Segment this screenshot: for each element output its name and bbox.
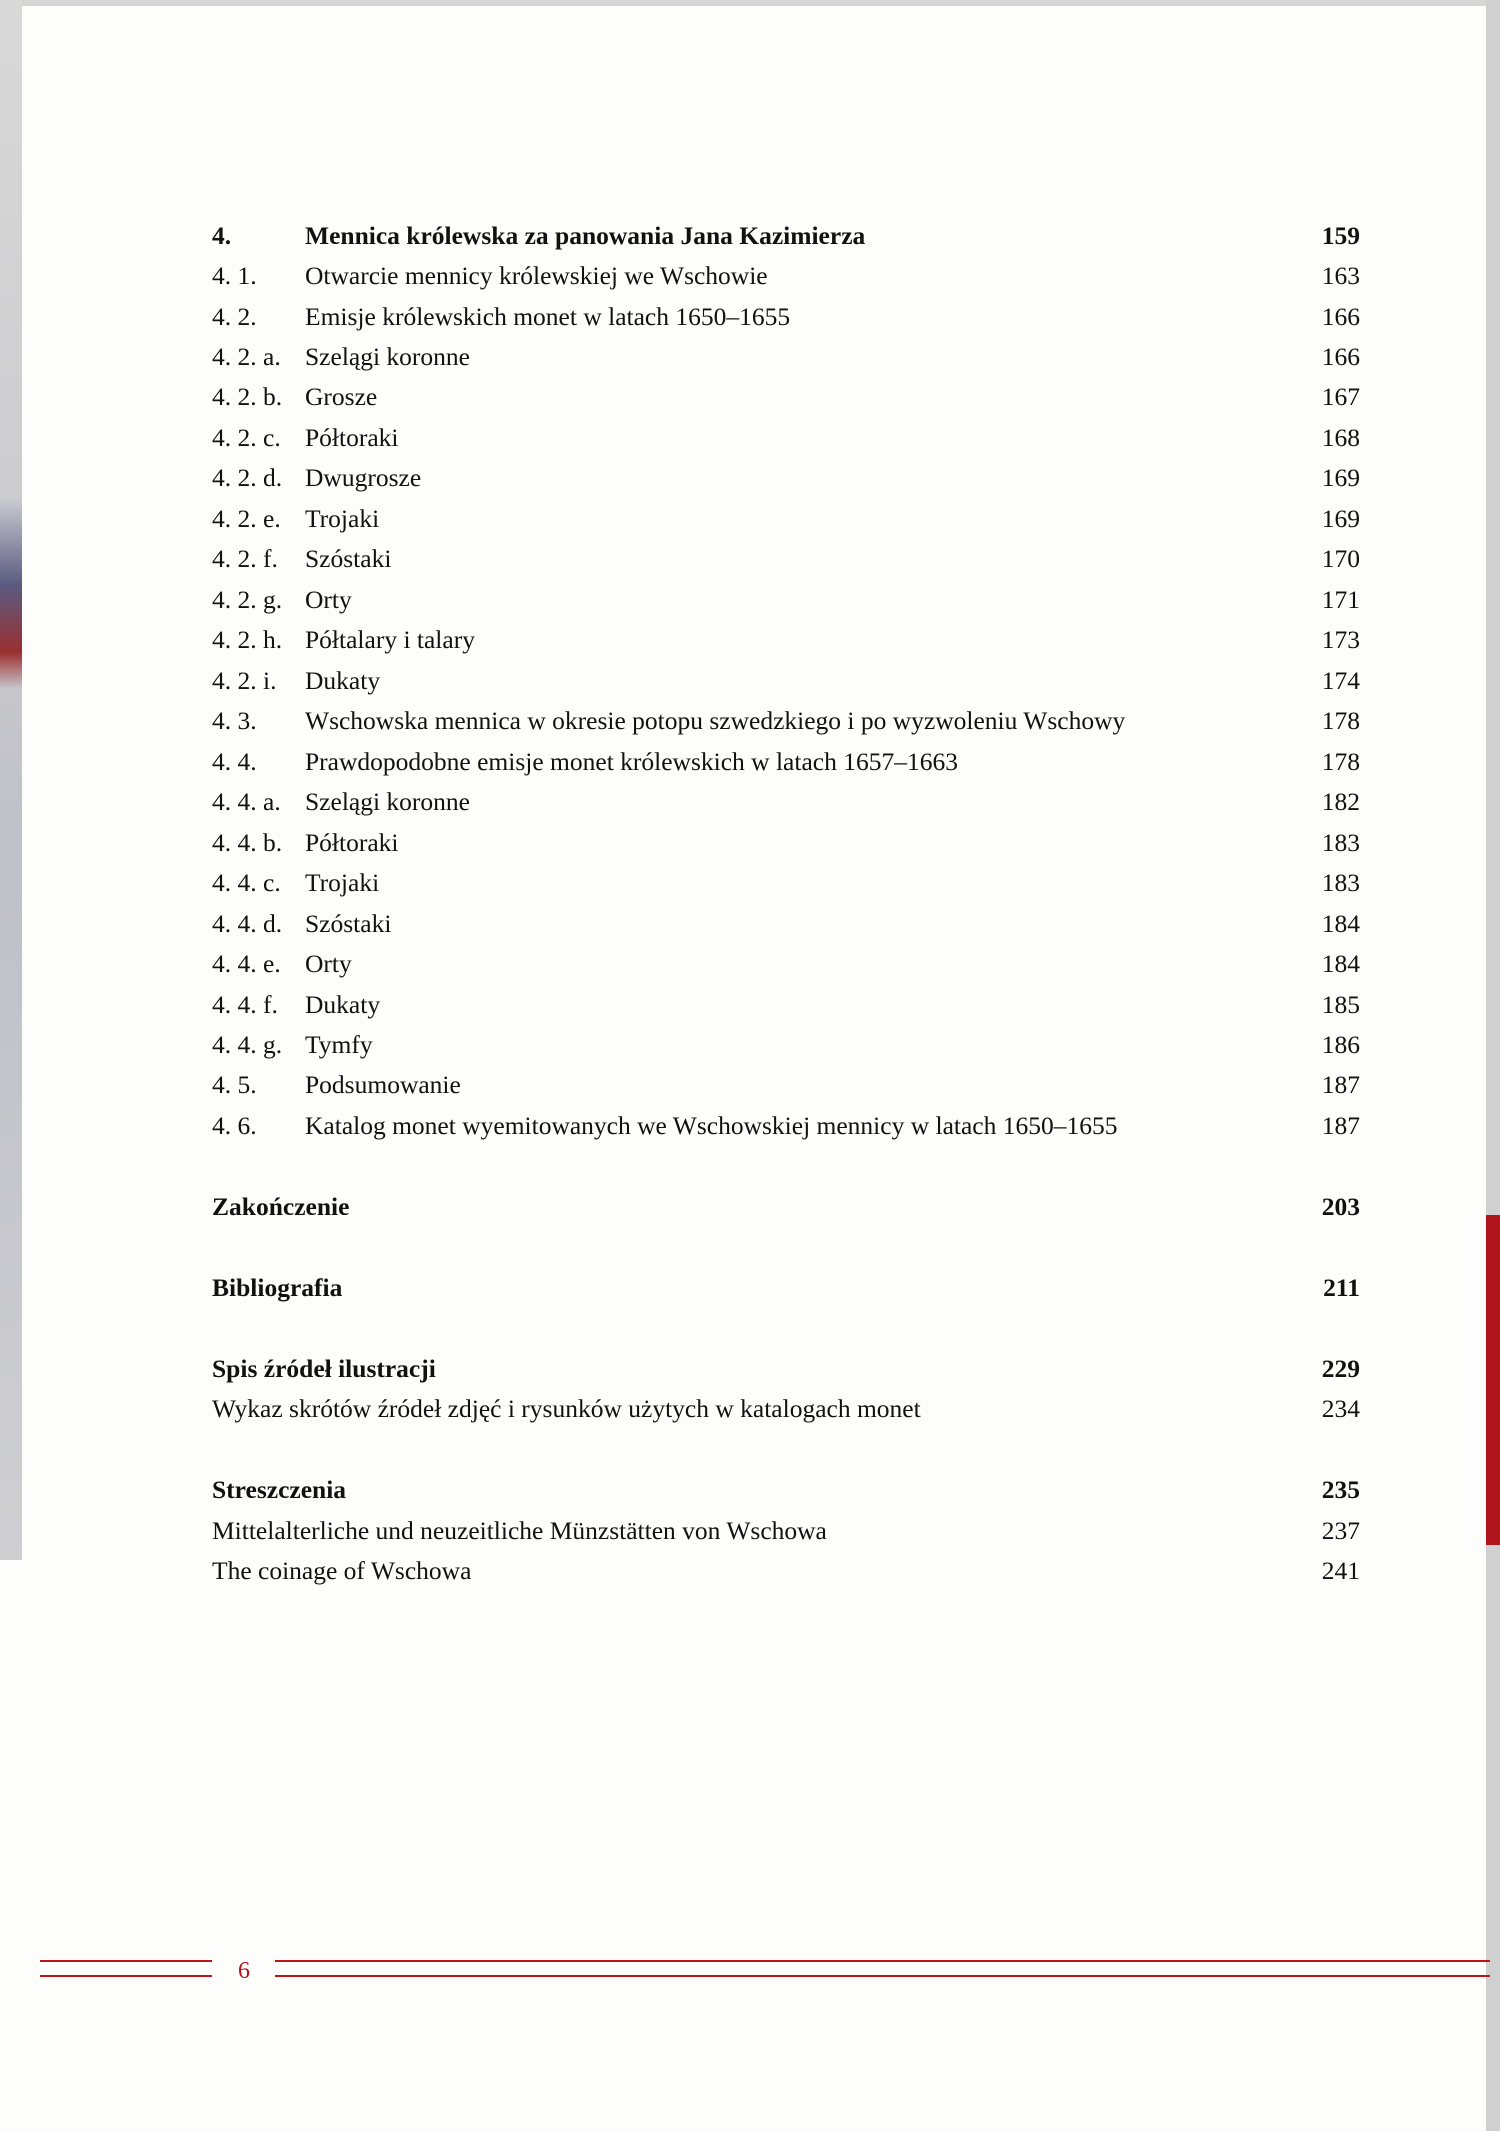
toc-entry-title: Półtoraki <box>305 423 399 452</box>
toc-entry-number: 4. 4. <box>212 747 257 776</box>
scan-edge-right <box>1486 0 1500 2131</box>
toc-entry-title: Streszczenia <box>212 1475 347 1504</box>
toc-entry <box>212 1389 1360 1429</box>
toc-entry <box>212 944 1360 984</box>
toc-entry-number: 4. 3. <box>212 706 257 735</box>
toc-entry-title: Grosze <box>305 382 378 411</box>
toc-entry-title: Dwugrosze <box>305 463 422 492</box>
toc-entry-number: 4. 2. b. <box>212 382 283 411</box>
footer-rule-right <box>275 1960 1490 1962</box>
toc-entry <box>212 337 1360 377</box>
toc-entry-title: Orty <box>305 949 352 978</box>
toc-entry <box>212 782 1360 822</box>
toc-entry <box>212 1470 1360 1510</box>
scan-edge-left <box>0 0 22 1560</box>
toc-entry-title: The coinage of Wschowa <box>212 1556 472 1585</box>
toc-entry-title: Dukaty <box>305 666 381 695</box>
toc-entry-number: 4. 2. i. <box>212 666 277 695</box>
toc-entry <box>212 701 1360 741</box>
toc-entry-number: 4. 2. g. <box>212 585 283 614</box>
toc-entry <box>212 580 1360 620</box>
toc-entry-number: 4. 4. f. <box>212 990 278 1019</box>
toc-entry <box>212 499 1360 539</box>
toc-entry-number: 4. 4. e. <box>212 949 281 978</box>
toc-entry-title: Szóstaki <box>305 909 392 938</box>
toc-entry <box>212 216 1360 256</box>
toc-entry-page: 185 <box>1321 990 1360 1019</box>
scan-edge-red-band <box>1486 1215 1500 1545</box>
toc-entry-page: 166 <box>1321 302 1360 331</box>
toc-entry-page: 174 <box>1321 666 1360 695</box>
toc-entry-title: Otwarcie mennicy królewskiej we Wschowie <box>305 261 768 290</box>
footer-rule-left <box>40 1960 212 1962</box>
toc-entry-number: 4. 2. <box>212 302 257 331</box>
toc-entry-number: 4. 4. a. <box>212 787 281 816</box>
toc-entry-number: 4. 2. e. <box>212 504 281 533</box>
toc-entry-title: Mennica królewska za panowania Jana Kazimierza <box>305 221 866 250</box>
footer-rule-right-lower <box>275 1975 1490 1977</box>
toc-entry-page: 229 <box>1321 1354 1360 1383</box>
toc-entry <box>212 620 1360 660</box>
toc-entry-number: 4. 4. g. <box>212 1030 283 1059</box>
toc-entry-title: Spis źródeł ilustracji <box>212 1354 436 1383</box>
toc-entry <box>212 1349 1360 1389</box>
toc-entry-number: 4. 2. d. <box>212 463 283 492</box>
toc-entry <box>212 985 1360 1025</box>
toc-entry-page: 203 <box>1321 1192 1360 1221</box>
toc-entry <box>212 418 1360 458</box>
toc-entry <box>212 1187 1360 1227</box>
toc-entry-title: Zakończenie <box>212 1192 350 1221</box>
toc-entry-number: 4. <box>212 221 232 250</box>
toc-entry-number: 4. 2. f. <box>212 544 278 573</box>
toc-entry-number: 4. 2. h. <box>212 625 283 654</box>
toc-entry-title: Orty <box>305 585 352 614</box>
toc-entry-title: Emisje królewskich monet w latach 1650–1655 <box>305 302 791 331</box>
toc-entry-title: Szelągi koronne <box>305 787 470 816</box>
toc-entry-number: 4. 2. c. <box>212 423 281 452</box>
toc-entry-title: Wschowska mennica w okresie potopu szwedzkiego i po wyzwoleniu Wschowy <box>305 706 1126 735</box>
toc-entry-number: 4. 4. b. <box>212 828 283 857</box>
toc-entry-title: Półtalary i talary <box>305 625 475 654</box>
toc-entry-page: 173 <box>1321 625 1360 654</box>
toc-entry <box>212 256 1360 296</box>
toc-entry-page: 183 <box>1321 868 1360 897</box>
toc-entry <box>212 458 1360 498</box>
toc-entry-title: Szelągi koronne <box>305 342 470 371</box>
toc-entry-page: 169 <box>1321 504 1360 533</box>
toc-entry-page: 211 <box>1323 1273 1360 1302</box>
toc-entry-page: 168 <box>1321 423 1360 452</box>
toc-entry-number: 4. 6. <box>212 1111 257 1140</box>
toc-entry <box>212 1551 1360 1591</box>
page-number: 6 <box>238 1958 250 1984</box>
toc-entry-number: 4. 4. c. <box>212 868 281 897</box>
toc-entry <box>212 863 1360 903</box>
toc-entry <box>212 742 1360 782</box>
toc-entry <box>212 823 1360 863</box>
toc-entry-page: 241 <box>1321 1556 1360 1585</box>
toc-entry <box>212 1025 1360 1065</box>
toc-entry-page: 187 <box>1321 1111 1360 1140</box>
toc-entry-title: Podsumowanie <box>305 1070 461 1099</box>
toc-entry-page: 184 <box>1321 909 1360 938</box>
toc-entry <box>212 904 1360 944</box>
toc-entry <box>212 1268 1360 1308</box>
toc-entry-page: 186 <box>1321 1030 1360 1059</box>
toc-entry-page: 171 <box>1321 585 1360 614</box>
toc-entry <box>212 377 1360 417</box>
toc-entry-number: 4. 5. <box>212 1070 257 1099</box>
toc-entry-title: Półtoraki <box>305 828 399 857</box>
toc-entry-number: 4. 2. a. <box>212 342 281 371</box>
toc-entry-page: 169 <box>1321 463 1360 492</box>
toc-entry-page: 178 <box>1321 747 1360 776</box>
scan-edge-mark <box>0 500 22 690</box>
toc-entry <box>212 1511 1360 1551</box>
toc-entry-page: 170 <box>1321 544 1360 573</box>
toc-entry <box>212 539 1360 579</box>
scan-edge-top <box>0 0 1500 6</box>
toc-entry-page: 166 <box>1321 342 1360 371</box>
toc-entry-title: Wykaz skrótów źródeł zdjęć i rysunków użytych w katalogach monet <box>212 1394 921 1423</box>
toc-entry-page: 187 <box>1321 1070 1360 1099</box>
toc-entry-number: 4. 1. <box>212 261 257 290</box>
toc-entry-title: Trojaki <box>305 504 380 533</box>
toc-entry-page: 184 <box>1321 949 1360 978</box>
toc-entry-page: 183 <box>1321 828 1360 857</box>
toc-entry-title: Prawdopodobne emisje monet królewskich w latach 1657–1663 <box>305 747 958 776</box>
toc-entry-title: Bibliografia <box>212 1273 343 1302</box>
toc-entry-number: 4. 4. d. <box>212 909 283 938</box>
toc-entry-page: 167 <box>1321 382 1360 411</box>
toc-entry <box>212 661 1360 701</box>
toc-entry-page: 182 <box>1321 787 1360 816</box>
toc-entry-title: Szóstaki <box>305 544 392 573</box>
toc-entry-title: Mittelalterliche und neuzeitliche Münzstätten von Wschowa <box>212 1516 827 1545</box>
toc-entry-title: Trojaki <box>305 868 380 897</box>
toc-entry-page: 163 <box>1321 261 1360 290</box>
toc-entry-page: 234 <box>1321 1394 1360 1423</box>
toc-entry-title: Dukaty <box>305 990 381 1019</box>
toc-entry-page: 178 <box>1321 706 1360 735</box>
footer-rule-left-lower <box>40 1975 212 1977</box>
toc-entry-title: Katalog monet wyemitowanych we Wschowskiej mennicy w latach 1650–1655 <box>305 1111 1118 1140</box>
toc-entry <box>212 1106 1360 1146</box>
toc-entry <box>212 297 1360 337</box>
toc-entry-page: 235 <box>1321 1475 1360 1504</box>
toc-entry-title: Tymfy <box>305 1030 373 1059</box>
toc-entry-page: 159 <box>1321 221 1360 250</box>
toc-entry <box>212 1065 1360 1105</box>
toc-entry-page: 237 <box>1321 1516 1360 1545</box>
